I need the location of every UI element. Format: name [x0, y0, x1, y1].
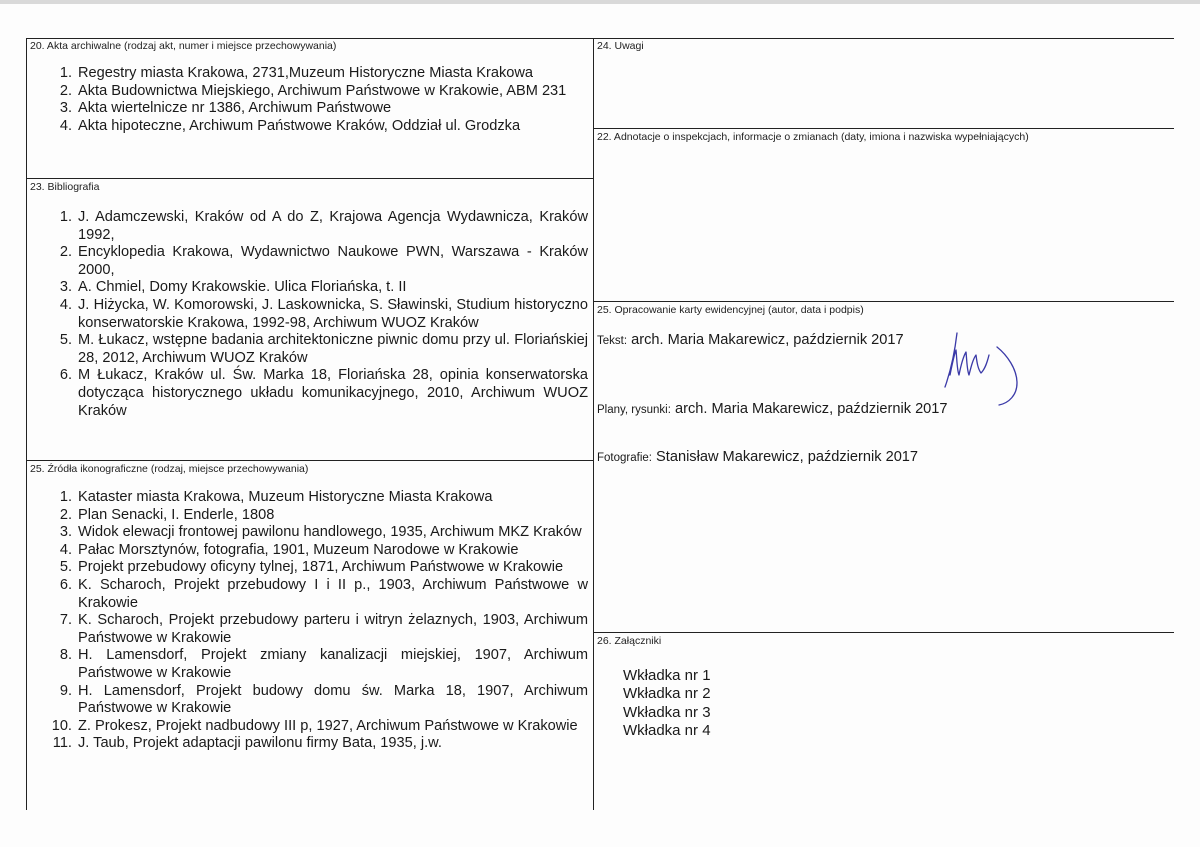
plany-value: arch. Maria Makarewicz, październik 2017 — [675, 401, 948, 417]
divider-biblio-zrodla — [26, 460, 593, 461]
fotografie-label: Fotografie: — [597, 452, 652, 464]
zrodla-heading: 25. Źródła ikonograficzne (rodzaj, miejsce przechowywania) — [30, 463, 309, 475]
list-item: 4. Akta hipoteczne, Archiwum Państwowe Kraków, Oddział ul. Grodzka — [59, 117, 521, 134]
fotografie-value: Stanisław Makarewicz, październik 2017 — [656, 449, 919, 465]
list-item: 1. Regestry miasta Krakowa, 2731,Muzeum Historyczne Miasta Krakowa — [59, 65, 534, 81]
list-item: 8. H. Lamensdorf, Projekt zmiany kanalizacji miejskiej, 1907, Archiwum Państwowe w Krakowie — [59, 647, 588, 681]
adnotacje-heading: 22. Adnotacje o inspekcjach, informacje o zmianach (daty, imiona i nazwiska wypełniających) — [597, 131, 1029, 143]
list-item: 1. J. Adamczewski, Kraków od A do Z, Krajowa Agencja Wydawnicza, Kraków 1992, — [59, 209, 588, 243]
akta-list — [26, 65, 588, 135]
list-item: Wkładka nr 2 — [623, 685, 711, 703]
list-item: Wkładka nr 4 — [623, 722, 711, 740]
list-item: 3. A. Chmiel, Domy Krakowskie. Ulica Floriańska, t. II — [59, 279, 407, 296]
list-item: 4. Pałac Morsztynów, fotografia, 1901, Muzeum Narodowe w Krakowie — [59, 541, 519, 558]
list-item: 1. Kataster miasta Krakowa, Muzeum Historyczne Miasta Krakowa — [59, 489, 493, 505]
plany-line — [597, 401, 948, 417]
zrodla-list — [26, 489, 588, 753]
list-item: 2. Akta Budownictwa Miejskiego, Archiwum Państwowe w Krakowie, ABM 231 — [59, 82, 567, 99]
list-item: 3. Akta wiertelnicze nr 1386, Archiwum Państwowe — [59, 100, 392, 117]
divider-akta-biblio — [26, 178, 593, 179]
divider-adnotacje-opracowanie — [593, 301, 1174, 302]
list-item: 2. Encyklopedia Krakowa, Wydawnictwo Naukowe PWN, Warszawa - Kraków 2000, — [59, 244, 588, 278]
list-item: 10. Z. Prokesz, Projekt nadbudowy III p, 1927, Archiwum Państwowe w Krakowie — [51, 717, 578, 734]
divider-uwagi-adnotacje — [593, 128, 1174, 129]
opracowanie-heading: 25. Opracowanie karty ewidencyjnej (autor, data i podpis) — [597, 304, 864, 316]
list-item: 4. J. Hiżycka, W. Komorowski, J. Laskownicka, S. Sławinski, Studium historyczno konserwatorskie Krakowa, 1992-98, Archiwum WUOZ Kraków — [59, 296, 588, 331]
list-item: 6. K. Scharoch, Projekt przebudowy I i II p., 1903, Archiwum Państwowe w Krakowie — [59, 576, 588, 611]
akta-heading: 20. Akta archiwalne (rodzaj akt, numer i miejsce przechowywania) — [30, 40, 337, 52]
list-item: Wkładka nr 1 — [623, 667, 711, 684]
tekst-label: Tekst: — [597, 335, 628, 347]
list-item: 5. M. Łukacz, wstępne badania architektoniczne piwnic domu przy ul. Floriańskiej 28, 2012, Archiwum WUOZ Kraków — [59, 332, 588, 366]
uwagi-heading: 24. Uwagi — [597, 40, 644, 52]
tekst-line — [597, 332, 904, 348]
scan-edge — [0, 0, 1200, 4]
list-item: 2. Plan Senacki, I. Enderle, 1808 — [59, 506, 275, 523]
list-item: 11. J. Taub, Projekt adaptacji pawilonu firmy Bata, 1935, j.w. — [52, 735, 442, 752]
list-item: 7. K. Scharoch, Projekt przebudowy parteru i witryn żelaznych, 1903, Archiwum Państwowe w Krakowie — [59, 612, 588, 646]
list-item: 5. Projekt przebudowy oficyny tylnej, 1871, Archiwum Państwowe w Krakowie — [59, 559, 564, 576]
list-item: 3. Widok elewacji frontowej pawilonu handlowego, 1935, Archiwum MKZ Kraków — [59, 524, 582, 541]
center-divider — [593, 38, 594, 810]
plany-label: Plany, rysunki: — [597, 404, 671, 416]
top-border — [26, 38, 1174, 39]
bibliografia-list — [26, 209, 588, 420]
fotografie-line — [597, 449, 918, 465]
zalaczniki-heading: 26. Załączniki — [597, 635, 662, 647]
bibliografia-heading: 23. Bibliografia — [30, 181, 100, 193]
zalaczniki-list — [623, 667, 711, 741]
divider-opracowanie-zalaczniki — [593, 632, 1174, 633]
list-item: 6. M Łukacz, Kraków ul. Św. Marka 18, Floriańska 28, opinia konserwatorska dotycząca historycznego układu komunikacyjnego, 2010, Archiwum WUOZ Kraków — [59, 367, 588, 419]
list-item: 9. H. Lamensdorf, Projekt budowy domu św. Marka 18, 1907, Archiwum Państwowe w Krakowie — [59, 682, 588, 717]
list-item: Wkładka nr 3 — [623, 703, 711, 721]
handwritten-signature — [935, 325, 1035, 415]
tekst-value: arch. Maria Makarewicz, październik 2017 — [631, 332, 904, 348]
